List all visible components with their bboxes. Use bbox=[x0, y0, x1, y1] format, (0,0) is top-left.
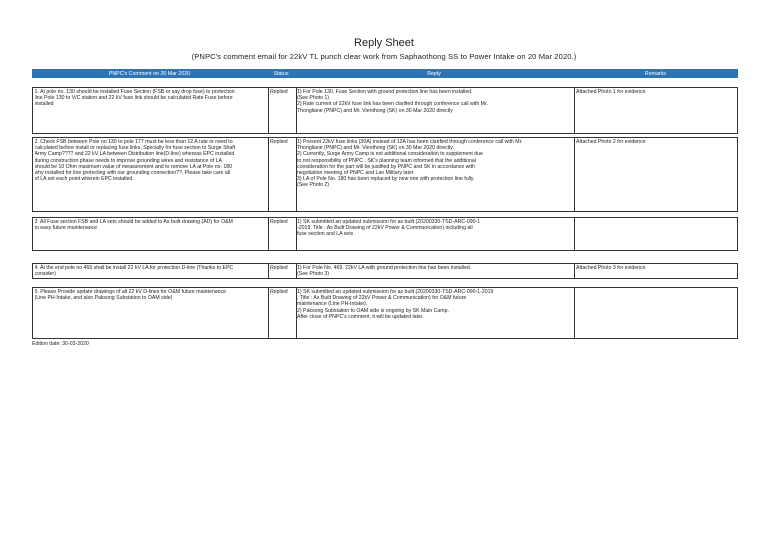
comment-cell-line: (Line PH-Intake, and also Paksong Substation to OAM side) bbox=[34, 295, 173, 302]
table-row bbox=[32, 137, 738, 212]
reply-cell-line: Thongliane (PNPC) and Mr. Vienthong (SK) on 30 Mar 2020 directly. bbox=[297, 145, 454, 152]
reply-cell-line: , Title : As Built Drawing of 22kV Power & Communication) for O&M future bbox=[297, 295, 467, 302]
reply-cell-line: (See Photo 1) bbox=[297, 95, 330, 102]
remarks-cell: Attached Photo 3 for evidence bbox=[576, 265, 646, 271]
comment-cell-line: 3. All Fuse section FSB and LA sets should be added to As built drawing (AD) for O&M bbox=[34, 219, 233, 225]
reply-cell-line: fuse section and LA sets bbox=[297, 231, 354, 238]
comment-cell bbox=[35, 289, 268, 301]
column-divider bbox=[268, 288, 269, 338]
comment-cell bbox=[35, 139, 268, 182]
header-reply: Reply bbox=[427, 70, 441, 77]
column-divider bbox=[268, 264, 269, 278]
page-title: Reply Sheet bbox=[354, 37, 414, 49]
comment-cell-line: to easy future maintenance bbox=[34, 225, 98, 232]
table-row bbox=[32, 217, 738, 251]
comment-cell-line: calculated before install or replacing fuse links, Specially for fuse section to Surge Shaft bbox=[34, 145, 236, 152]
comment-cell-line: installed bbox=[34, 101, 54, 108]
comment-cell bbox=[35, 219, 268, 231]
reply-cell-line: 2) Rate current of 22kV fuse link has been clarified through conference call with Mr. bbox=[297, 101, 488, 108]
page-subtitle: (PNPC's comment email for 22kV TL punch clear work from Saphaothong SS to Power Intake on 20 Mar 2020.) bbox=[191, 52, 577, 61]
comment-cell-line: should be 10 Ohm maximum value of measurement and to remove LA at Pole no. 180 bbox=[34, 163, 233, 170]
status-cell: Replied bbox=[270, 139, 288, 145]
remarks-cell: Attached Photo 1 for evidence bbox=[576, 89, 646, 95]
table-row bbox=[32, 287, 738, 339]
reply-cell-line: Thongliane (PNPC) and Mr. Vienthong (SK) on 30 Mar 2020 directly bbox=[297, 107, 453, 114]
reply-cell bbox=[297, 89, 573, 114]
table-header bbox=[32, 69, 738, 78]
reply-cell-line: (See Photo 3) bbox=[297, 271, 330, 278]
reply-cell-line: consideration for the part will be justified by PNPC and SK in accordance with bbox=[297, 163, 475, 170]
reply-cell-line: 1) For Pole No. 469, 22kV LA with ground protection line has been installed. bbox=[297, 265, 472, 271]
comment-cell-line: 1. At pole no. 130 should be installed Fuse Section (FSB or say drop fuse) to protection bbox=[34, 89, 235, 95]
status-cell: Replied bbox=[270, 265, 288, 271]
reply-cell-line: 2) Paksong Substation to OAM side is ongoing by SK Main Camp. bbox=[297, 307, 449, 314]
reply-cell-line: maintenance (Line PH-Intake). bbox=[297, 301, 368, 308]
reply-cell-line: (See Photo 2) bbox=[297, 182, 330, 189]
status-cell: Replied bbox=[270, 219, 288, 225]
remarks-cell: Attached Photo 2 for evidence bbox=[576, 139, 646, 145]
reply-cell bbox=[297, 265, 573, 277]
reply-cell-line: 1) SK submitted an updated submission for as built (20200330-TSD-ARC-090-1 bbox=[297, 219, 481, 225]
column-divider bbox=[574, 138, 575, 211]
comment-cell-line: 2. Check FSB between Pole no 130 to pole 177 must be less than 12 A rate or need to bbox=[34, 139, 233, 145]
status-cell: Replied bbox=[270, 289, 288, 295]
reply-cell-line: negotiation meeting of PNPC and Lao Military later. bbox=[297, 170, 415, 177]
reply-cell-line: After close of PNPC's comment, it will be updated later. bbox=[297, 313, 424, 320]
comment-cell-line: line Pole 130 to V/C station and 22 kV fuse link should be calculated Rate Fuse before bbox=[34, 95, 233, 102]
reply-cell-line: 1) For Pole 130, Fuse Section with ground protection line has been installed. bbox=[297, 89, 473, 95]
reply-cell bbox=[297, 139, 573, 189]
reply-cell bbox=[297, 289, 573, 320]
reply-cell-line: -2019, Title : As Built Drawing of 22kV Power & Communication) including all bbox=[297, 225, 473, 232]
header-remarks: Remarks bbox=[644, 70, 667, 77]
comment-cell bbox=[35, 89, 268, 108]
column-divider bbox=[574, 88, 575, 133]
comment-cell-line: Army Camp???? and 22 kV LA between Distribution line(D-line) whereas EPC installed bbox=[34, 151, 235, 158]
column-divider bbox=[574, 288, 575, 338]
comment-cell-line: 4. At the end pole no 469 shall be install 22 kV LA for protection D-line (Thanks to EPC bbox=[34, 265, 234, 271]
header-comment: PNPC's Comment on 20 Mar 2020 bbox=[108, 70, 191, 77]
reply-cell-line: 1) Present 22kV fuse links (30A) instead of 12A has been clarified through conference call with Mr. bbox=[297, 139, 523, 145]
status-cell: Replied bbox=[270, 89, 288, 95]
comment-cell-line: during construction phase needs to improve grounding wires and resistance of LA bbox=[34, 157, 222, 164]
table-row bbox=[32, 87, 738, 134]
edition-date: Edition date: 30-03-2020 bbox=[32, 341, 89, 347]
column-divider bbox=[268, 138, 269, 211]
reply-cell bbox=[297, 219, 573, 238]
column-divider bbox=[268, 88, 269, 133]
header-status: Status bbox=[273, 70, 289, 77]
comment-cell-line: 5. Please Provide update drawings of all 22 kV D-lines for O&M future maintenance bbox=[34, 289, 226, 295]
column-divider bbox=[574, 218, 575, 250]
column-divider bbox=[268, 218, 269, 250]
reply-cell-line: 1) SK submitted an updated submission for as built (20200330-TSD-ARC-090-1-2019 bbox=[297, 289, 494, 295]
table-row bbox=[32, 263, 738, 279]
reply-cell-line: 2) Currently, Surge Army Camp is not additional consideration to supplement due bbox=[297, 151, 483, 158]
comment-cell-line: consider) bbox=[34, 271, 56, 278]
reply-cell-line: to not responsibility of PNPC . SK's planning team informed that the additional bbox=[297, 157, 476, 164]
comment-cell-line: of LA set each point wherein EPC installed. bbox=[34, 176, 134, 183]
comment-cell bbox=[35, 265, 268, 277]
comment-cell-line: why installed for line protecting with our grounding connection??, Please take care all bbox=[34, 170, 231, 177]
reply-cell-line: 3) LA of Pole No. 180 has been replaced by new one with protection line fully. bbox=[297, 176, 475, 183]
column-divider bbox=[574, 264, 575, 278]
